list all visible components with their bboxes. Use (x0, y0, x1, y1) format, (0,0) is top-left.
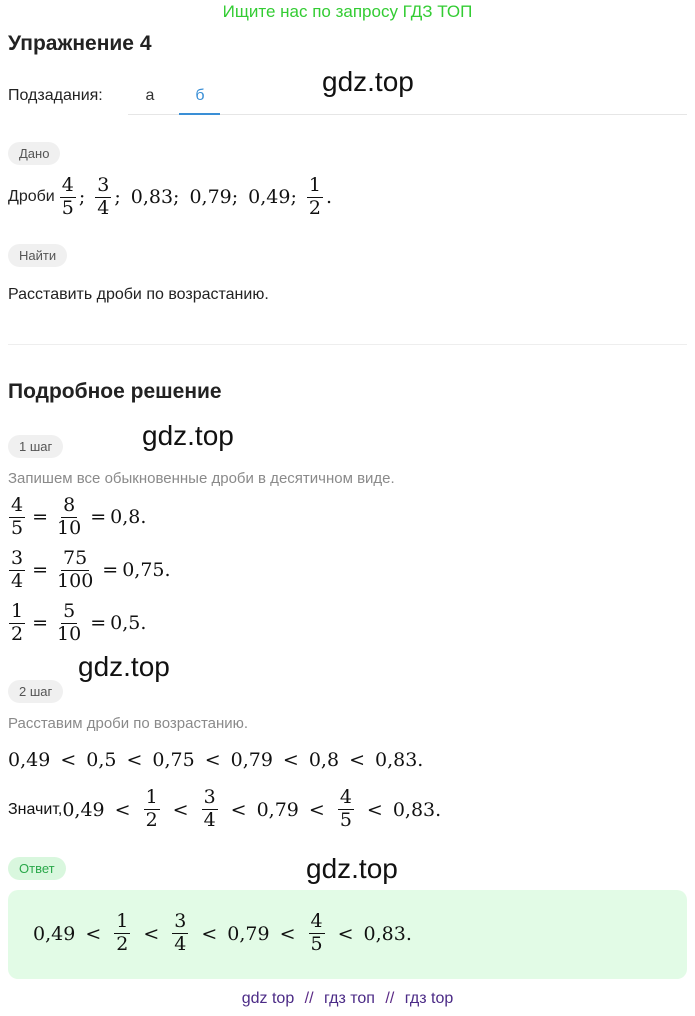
footer-links: gdz top // гдз топ // гдз top (241, 990, 454, 1007)
section-divider (8, 344, 687, 345)
subtask-tab-a[interactable]: а (145, 87, 155, 104)
step1-pill: 1 шаг (8, 435, 63, 458)
subtask-tab-b[interactable]: б (195, 87, 205, 104)
given-fractions: Дроби $\frac{4}{5}$ ; $\frac{3}{4}$ ; 0,83 ; 0,79 ; 0,49 ; $\frac{1}{2}$ . (8, 173, 333, 219)
page-title: Упражнение 4 (8, 32, 152, 55)
conversion-line: $\frac{4}{5}$ = $\frac{8}{10}$ = 0,8. (11, 493, 147, 539)
ordered-sequence: 0,49 < 0,5 < 0,75 < 0,79 < 0,8 < 0,83. (8, 749, 424, 771)
footer-link[interactable]: гдз top (404, 990, 454, 1007)
decimal-value: 0,49 (248, 186, 291, 208)
watermark: gdz.top (142, 420, 234, 451)
watermark: gdz.top (78, 651, 170, 682)
given-prefix: Дроби (8, 188, 55, 205)
answer-line: 0,49 < $\frac{1}{2}$ < $\frac{3}{4}$ < 0,79 < $\frac{4}{5}$ < 0,83. (33, 910, 412, 955)
promo-banner: Ищите нас по запросу ГДЗ ТОП (222, 2, 473, 21)
decimal-value: 0,79 (189, 186, 232, 208)
conclusion-line: Значит, 0,49 < $\frac{1}{2}$ < $\frac{3}{4}$ < 0,79 < $\frac{4}{5}$ < 0,83. (8, 786, 442, 831)
find-pill: Найти (8, 244, 67, 267)
step1-text: Запишем все обыкновенные дроби в десятичном виде. (8, 470, 395, 487)
step2-text: Расставим дроби по возрастанию. (8, 715, 249, 732)
find-text: Расставить дроби по возрастанию. (8, 286, 269, 303)
fraction: $\frac{3}{4}$ (97, 173, 110, 219)
conversion-line: $\frac{1}{2}$ = $\frac{5}{10}$ = 0,5. (11, 599, 147, 645)
answer-pill: Ответ (8, 857, 66, 880)
footer-link[interactable]: гдз топ (324, 990, 375, 1007)
conclusion-prefix: Значит, (8, 800, 63, 818)
footer-link[interactable]: gdz top (241, 990, 295, 1007)
conversion-line: $\frac{3}{4}$ = $\frac{75}{100}$ = 0,75. (11, 546, 171, 592)
fraction: $\frac{4}{5}$ (61, 173, 74, 219)
step2-pill: 2 шаг (8, 680, 63, 703)
watermark: gdz.top (306, 853, 398, 884)
watermark: gdz.top (322, 66, 414, 97)
decimal-value: 0,83 (130, 186, 174, 208)
given-pill: Дано (8, 142, 60, 165)
fraction: $\frac{1}{2}$ (308, 173, 321, 219)
active-tab-indicator (179, 113, 220, 115)
subtasks-label: Подзадания: (8, 87, 103, 104)
solution-heading: Подробное решение (8, 380, 222, 403)
